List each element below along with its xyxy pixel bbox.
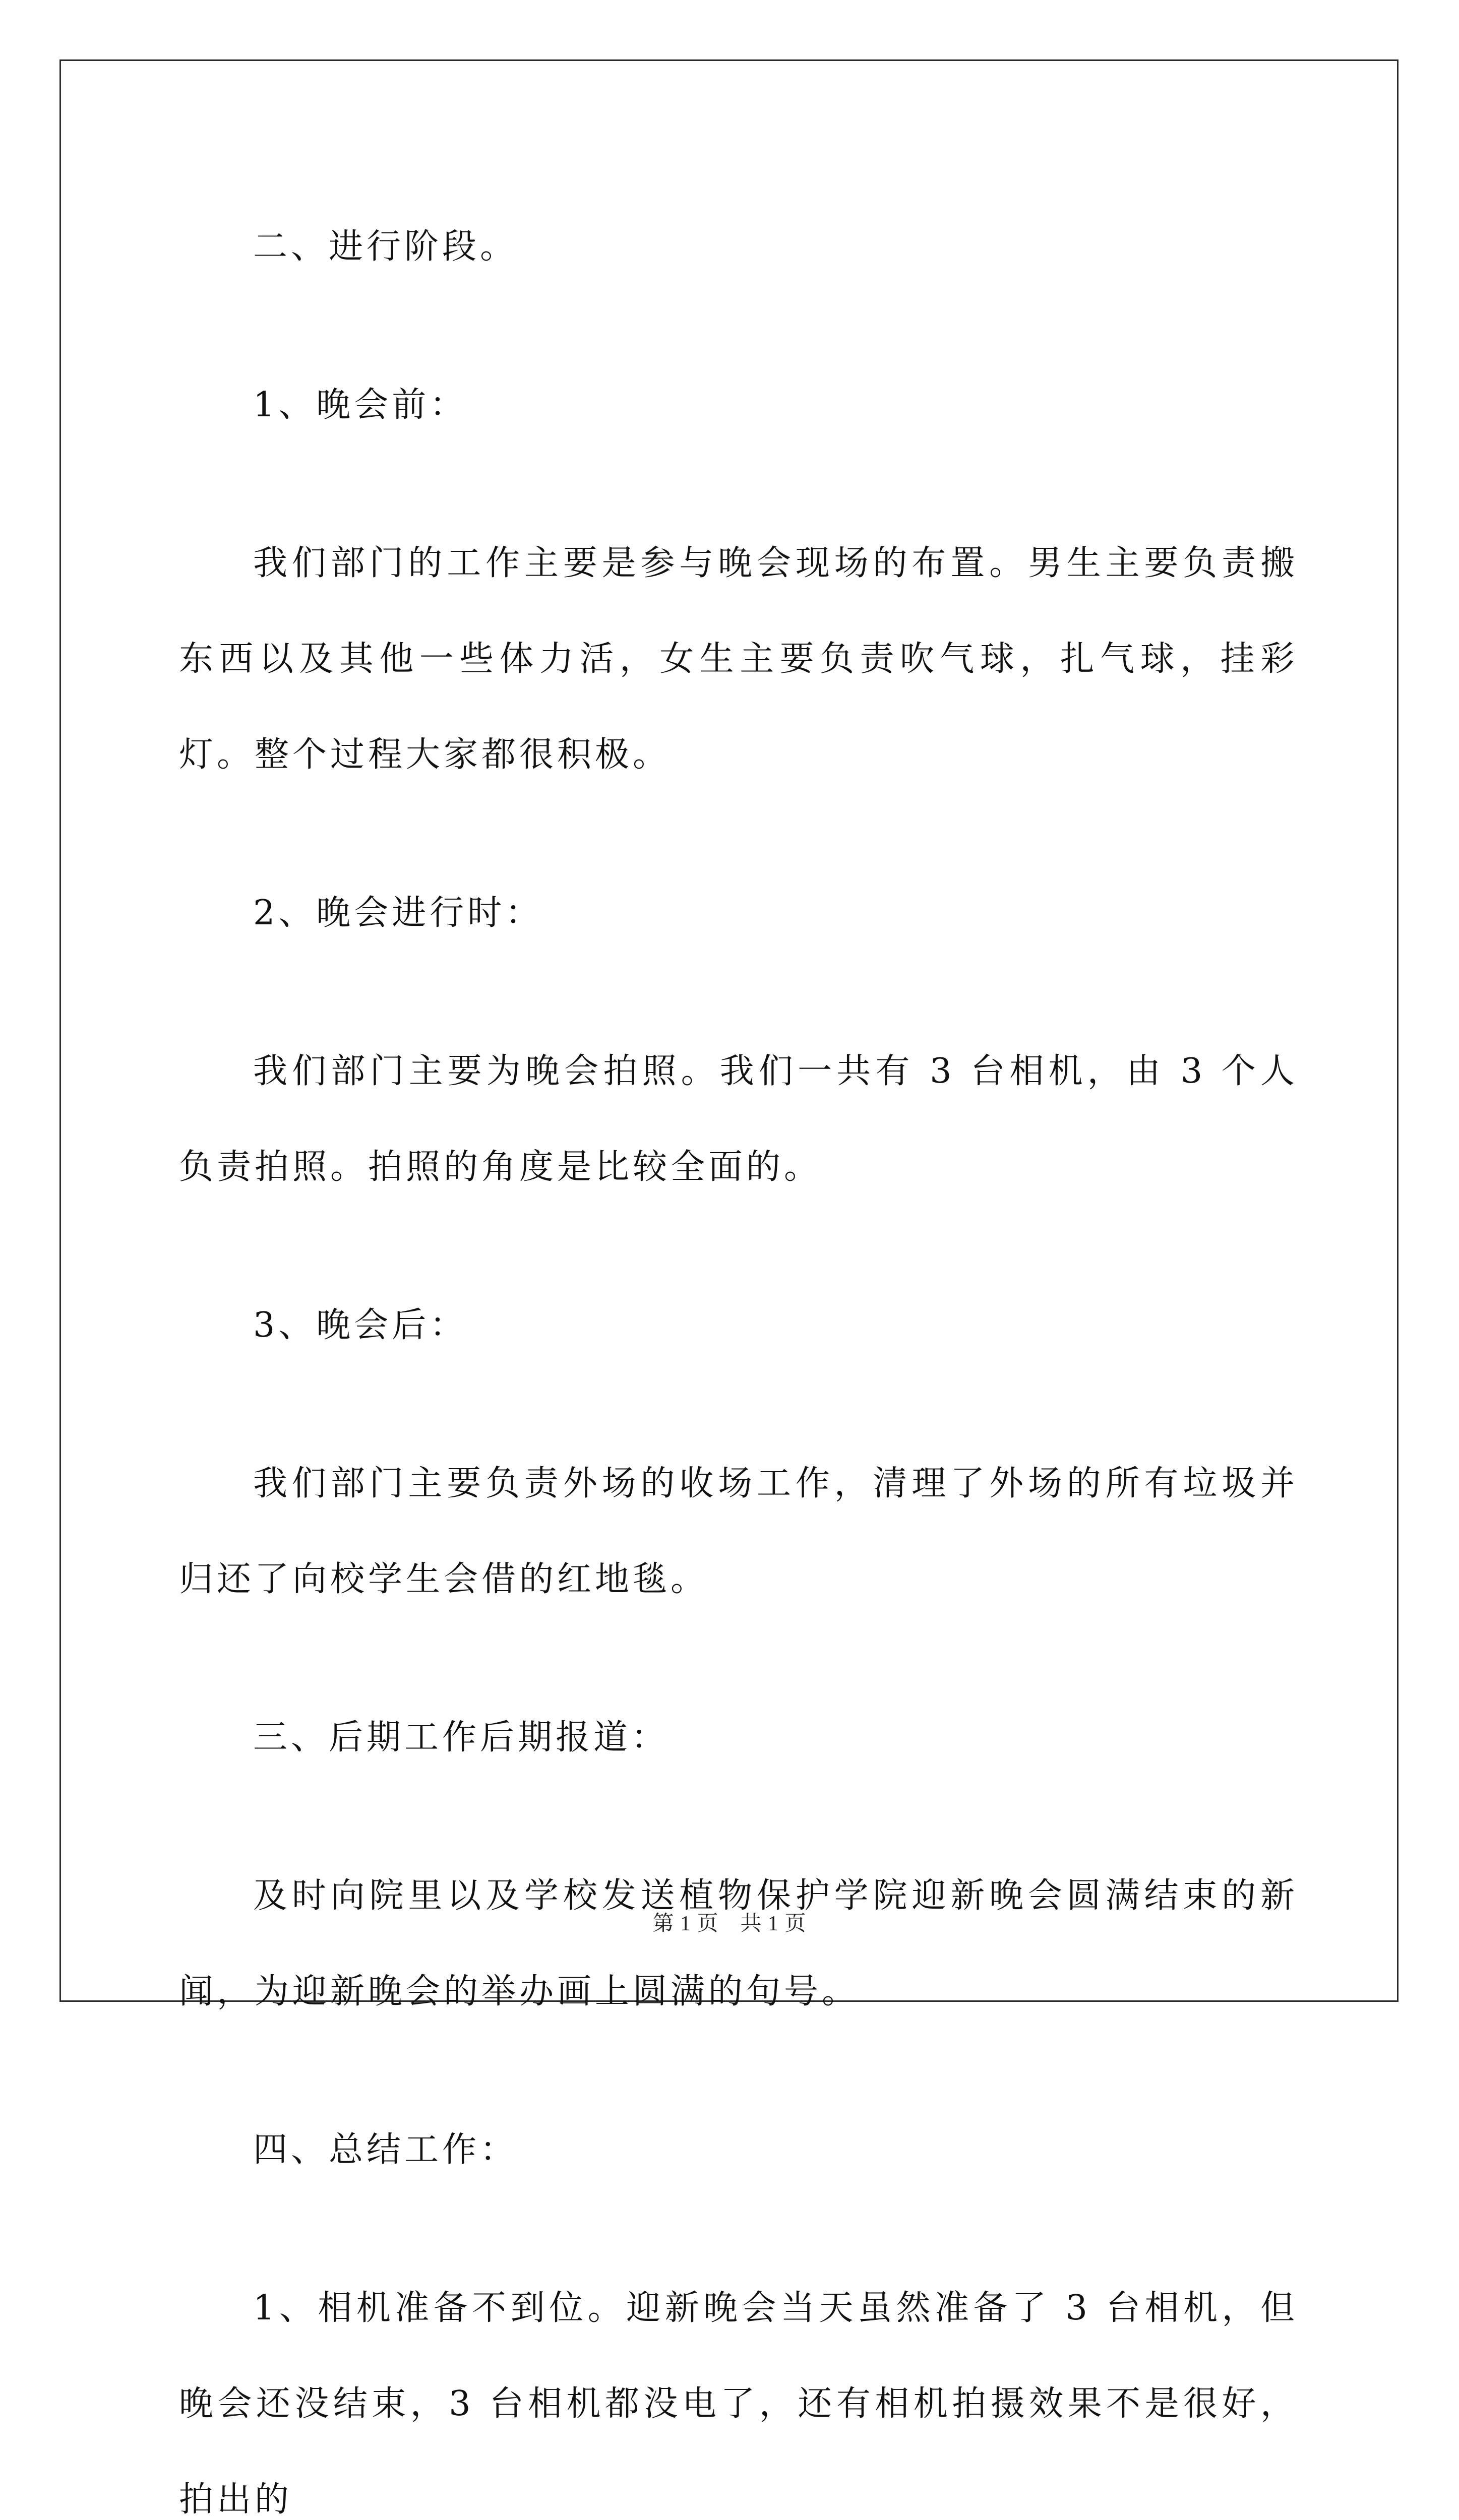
section-heading-summary: 四、总结工作： [253, 2130, 518, 2170]
document-body [179, 199, 1298, 2520]
subheading-before-party: 1、晚会前： [253, 385, 468, 425]
section-heading-stage: 二、进行阶段。 [253, 227, 518, 267]
page-number-footer: 第 1 页 共 1 页 [652, 1912, 807, 1935]
paragraph-during-party: 我们部门主要为晚会拍照。我们一共有 3 台相机，由 3 个人负责拍照。拍照的角度是比较全面的。 [179, 1051, 1298, 1187]
subheading-after-party: 3、晚会后： [253, 1305, 468, 1345]
paragraph-summary-camera: 1、相机准备不到位。迎新晚会当天虽然准备了 3 台相机，但晚会还没结束，3 台相机都没电了，还有相机拍摄效果不是很好，拍出的 [179, 2288, 1298, 2519]
paragraph-before-party: 我们部门的工作主要是参与晚会现场的布置。男生主要负责搬东西以及其他一些体力活，女生主要负责吹气球，扎气球，挂彩灯。整个过程大家都很积极。 [179, 543, 1298, 775]
paragraph-after-party: 我们部门主要负责外场的收场工作，清理了外场的所有垃圾并归还了向校学生会借的红地毯。 [179, 1464, 1298, 1599]
paragraph-later-work: 及时向院里以及学校发送植物保护学院迎新晚会圆满结束的新闻，为迎新晚会的举办画上圆满的句号。 [179, 1876, 1298, 2011]
subheading-during-party: 2、晚会进行时： [253, 893, 543, 933]
section-heading-later-work: 三、后期工作后期报道： [253, 1718, 670, 1757]
